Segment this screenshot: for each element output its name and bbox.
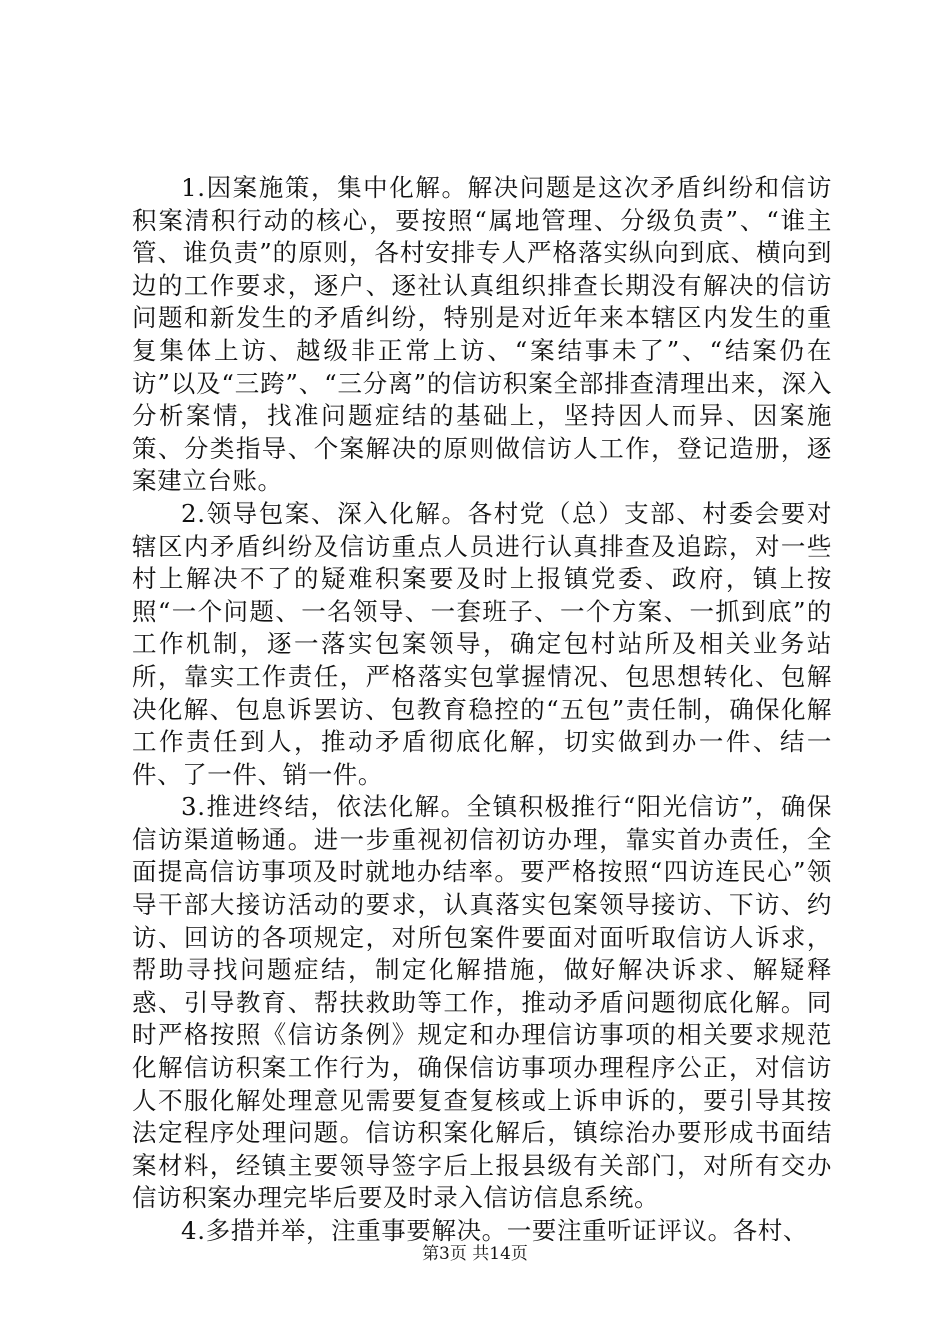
paragraph-4: 4.多措并举，注重事要解决。一要注重听证评议。各村、 bbox=[181, 1216, 808, 1245]
page-footer: 第3页 共14页 bbox=[422, 1244, 528, 1264]
paragraph-2: 2.领导包案、深入化解。各村党（总）支部、村委会要对辖区内矛盾纠纷及信访重点人员进行认真排查及追踪，对一些村上解决不了的疑难积案要及时上报镇党委、政府，镇上按照“一个问题、一名领导、一套班子、一个方案、一抓到底”的工作机制，逐一落实包案领导，确定包村站所及相关业务站所，靠实工作责任，严格落实包掌握情况、包思想转化、包解决化解、包息诉罢访、包教育稳控的“五包”责任制，确保化解工作责任到人，推动矛盾彻底化解，切实做到办一件、结一件、了一件、销一件。 bbox=[132, 498, 832, 789]
paragraph-1: 1.因案施策，集中化解。解决问题是这次矛盾纠纷和信访积案清积行动的核心，要按照“属地管理、分级负责”、“谁主管、谁负责”的原则，各村安排专人严格落实纵向到底、横向到边的工作要求，逐户、逐社认真组织排查长期没有解决的信访问题和新发生的矛盾纠纷，特别是对近年来本辖区内发生的重复集体上访、越级非正常上访、“案结事未了”、“结案仍在访”以及“三跨”、“三分离”的信访积案全部排查清理出来，深入分析案情，找准问题症结的基础上，坚持因人而异、因案施策、分类指导、个案解决的原则做信访人工作，登记造册，逐案建立台账。 bbox=[132, 173, 832, 496]
document-body bbox=[132, 172, 832, 1248]
paragraph-3: 3.推进终结，依法化解。全镇积极推行“阳光信访”，确保信访渠道畅通。进一步重视初信初访办理，靠实首办责任，全面提高信访事项及时就地办结率。要严格按照“四访连民心”领导干部大接访活动的要求，认真落实包案领导接访、下访、约访、回访的各项规定，对所包案件要面对面听取信访人诉求，帮助寻找问题症结，制定化解措施，做好解决诉求、解疑释惑、引导教育、帮扶救助等工作，推动矛盾问题彻底化解。同时严格按照《信访条例》规定和办理信访事项的相关要求规范化解信访积案工作行为，确保信访事项办理程序公正，对信访人不服化解处理意见需要复查复核或上诉申诉的，要引导其按法定程序处理问题。信访积案化解后，镇综治办要形成书面结案材料，经镇主要领导签字后上报县级有关部门，对所有交办信访积案办理完毕后要及时录入信访信息系统。 bbox=[132, 792, 832, 1213]
